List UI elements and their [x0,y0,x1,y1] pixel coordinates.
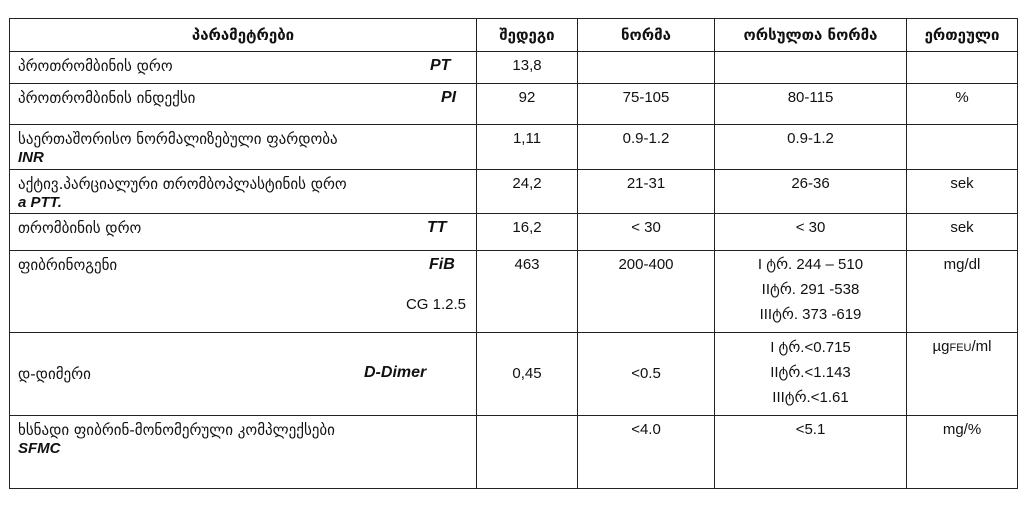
norm-cell: 200-400 [578,251,715,333]
unit-cell: sek [907,170,1018,214]
trimester-norm: IIIტრ. 373 -619 [759,306,862,323]
pregnant-norm-cell: 0.9-1.2 [715,125,907,170]
header-pregnant-norm: ორსულთა ნორმა [715,19,907,52]
result-cell: 92 [477,84,578,125]
unit-cell: mg/% [907,416,1018,489]
result-cell: 24,2 [477,170,578,214]
parameter-abbr: TT [427,219,447,236]
parameter-cell [10,214,477,251]
unit-cell: sek [907,214,1018,251]
table-row [10,333,1018,416]
parameter-name: დ-დიმერი [18,365,91,383]
result-cell: 0,45 [477,333,578,416]
result-cell: 1,11 [477,125,578,170]
norm-cell: < 30 [578,214,715,251]
parameter-name: ხსნადი ფიბრინ-მონომერული კომპლექსები [18,421,335,439]
parameter-name: ფიბრინოგენი [18,256,118,274]
pregnant-norm-cell: <5.1 [715,416,907,489]
table-row [10,416,1018,489]
trimester-norm: I ტრ. 244 – 510 [757,256,864,273]
parameter-cell [10,416,477,489]
norm-cell: 21-31 [578,170,715,214]
norm-cell: 0.9-1.2 [578,125,715,170]
unit-cell [907,52,1018,84]
parameter-cell [10,251,477,333]
parameter-abbr: FiB [429,256,455,273]
result-cell: 16,2 [477,214,578,251]
table-row [10,251,1018,333]
parameter-abbr: D-Dimer [364,364,427,381]
unit-cell [907,125,1018,170]
header-norm: ნორმა [578,19,715,52]
unit-cell [907,333,1018,416]
parameter-abbr: PI [441,89,457,106]
norm-cell: <0.5 [578,333,715,416]
unit-sub: FEU [949,342,972,354]
header-parameters: პარამეტრები [10,19,477,52]
parameter-abbr: SFMC [18,440,61,457]
header-row [10,19,1018,52]
trimester-norm: IIტრ.<1.143 [770,364,851,381]
table-row [10,214,1018,251]
parameter-name: პროთრომბინის ინდექსი [18,89,196,107]
norm-cell: <4.0 [578,416,715,489]
pregnant-norm-cell [715,333,907,416]
unit-cell: mg/dl [907,251,1018,333]
unit-cell: % [907,84,1018,125]
trimester-norm: IIIტრ.<1.61 [772,389,849,406]
parameter-name: პროთრომბინის დრო [18,57,173,75]
header-result: შედეგი [477,19,578,52]
pregnant-norm-cell: 26-36 [715,170,907,214]
parameter-name: საერთაშორისო ნორმალიზებული ფარდობა [18,130,338,148]
parameter-abbr: PT [430,57,451,74]
table-row [10,125,1018,170]
trimester-norm: I ტრ.<0.715 [770,339,851,356]
pregnant-norm-cell: 80-115 [715,84,907,125]
lab-results-table [9,18,1018,489]
unit-tail: /ml [971,338,992,355]
table-row [10,52,1018,84]
parameter-cell [10,333,477,416]
header-unit: ერთეული [907,19,1018,52]
parameter-abbr: a PTT. [18,194,62,211]
trimester-norm: IIტრ. 291 -538 [761,281,860,298]
norm-cell: 75-105 [578,84,715,125]
pregnant-norm-cell [715,52,907,84]
pregnant-norm-cell [715,251,907,333]
pregnant-norm-cell: < 30 [715,214,907,251]
parameter-name: აქტივ.პარციალური თრომბოპლასტინის დრო [18,175,347,193]
result-cell: 463 [477,251,578,333]
table-row [10,84,1018,125]
parameter-cell [10,84,477,125]
method-code: CG 1.2.5 [405,296,466,313]
parameter-abbr: INR [18,149,44,166]
norm-cell [578,52,715,84]
result-cell [477,416,578,489]
unit-main: µg [932,338,950,355]
result-cell: 13,8 [477,52,578,84]
parameter-cell [10,125,477,170]
table-row [10,170,1018,214]
parameter-cell [10,170,477,214]
parameter-name: თრომბინის დრო [18,219,142,237]
parameter-cell [10,52,477,84]
